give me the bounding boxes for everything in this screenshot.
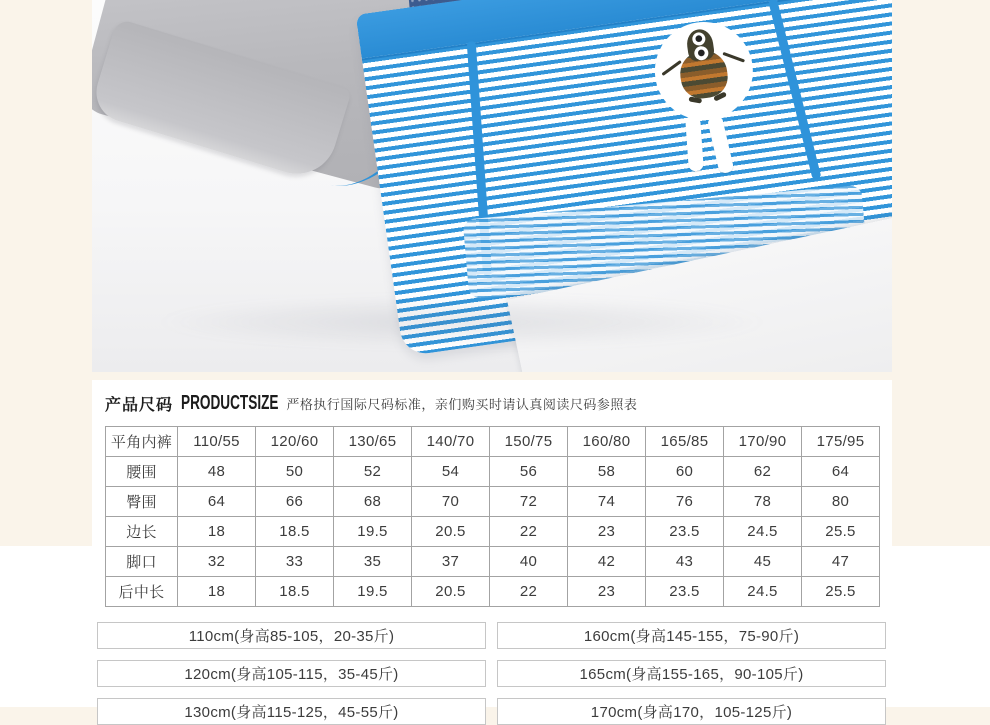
size-value-cell: 43 (646, 547, 724, 577)
table-header-cell: 160/80 (568, 427, 646, 457)
table-header-cell: 110/55 (178, 427, 256, 457)
size-value-cell: 42 (568, 547, 646, 577)
table-header-cell: 120/60 (256, 427, 334, 457)
size-value-cell: 23 (568, 517, 646, 547)
size-value-cell: 22 (490, 577, 568, 607)
size-value-cell: 20.5 (412, 517, 490, 547)
section-title-cn: 产品尺码 (105, 396, 174, 414)
size-recommendation-bar: 110cm(身高85-105，20-35斤) (97, 622, 486, 649)
size-value-cell: 62 (724, 457, 802, 487)
size-value-cell: 32 (178, 547, 256, 577)
size-value-cell: 18.5 (256, 577, 334, 607)
row-label-cell: 边长 (106, 517, 178, 547)
size-value-cell: 23 (568, 577, 646, 607)
row-label-cell: 臀围 (106, 487, 178, 517)
size-recommendation-list (92, 380, 892, 721)
size-value-cell: 72 (490, 487, 568, 517)
size-value-cell: 20.5 (412, 577, 490, 607)
size-value-cell: 18.5 (256, 517, 334, 547)
size-value-cell: 68 (334, 487, 412, 517)
size-value-cell: 78 (724, 487, 802, 517)
size-value-cell: 24.5 (724, 577, 802, 607)
size-value-cell: 25.5 (802, 517, 880, 547)
size-recommendation-bar: 130cm(身高115-125，45-55斤) (97, 698, 486, 725)
size-value-cell: 54 (412, 457, 490, 487)
size-value-cell: 18 (178, 517, 256, 547)
size-value-cell: 22 (490, 517, 568, 547)
size-value-cell: 19.5 (334, 517, 412, 547)
row-label-cell: 后中长 (106, 577, 178, 607)
size-value-cell: 74 (568, 487, 646, 517)
size-value-cell: 58 (568, 457, 646, 487)
size-value-cell: 50 (256, 457, 334, 487)
monster-foot-left (688, 96, 702, 103)
table-header-cell: 165/85 (646, 427, 724, 457)
size-value-cell: 24.5 (724, 517, 802, 547)
table-corner-cell: 平角内裤 (106, 427, 178, 457)
size-value-cell: 45 (724, 547, 802, 577)
size-value-cell: 25.5 (802, 577, 880, 607)
size-value-cell: 64 (178, 487, 256, 517)
size-recommendation-bar: 170cm(身高170，105-125斤) (497, 698, 886, 725)
size-value-cell: 47 (802, 547, 880, 577)
size-value-cell: 23.5 (646, 517, 724, 547)
row-label-cell: 脚口 (106, 547, 178, 577)
section-title-en: PRODUCTSIZE (181, 391, 279, 414)
table-header-cell: 150/75 (490, 427, 568, 457)
size-value-cell: 19.5 (334, 577, 412, 607)
size-value-cell: 37 (412, 547, 490, 577)
size-value-cell: 64 (802, 457, 880, 487)
size-info-card (92, 380, 892, 721)
size-value-cell: 35 (334, 547, 412, 577)
size-value-cell: 56 (490, 457, 568, 487)
size-value-cell: 80 (802, 487, 880, 517)
table-header-cell: 170/90 (724, 427, 802, 457)
size-value-cell: 70 (412, 487, 490, 517)
table-header-cell: 140/70 (412, 427, 490, 457)
size-value-cell: 48 (178, 457, 256, 487)
size-recommendation-bar: 165cm(身高155-165，90-105斤) (497, 660, 886, 687)
size-value-cell: 18 (178, 577, 256, 607)
size-recommendation-bar: 120cm(身高105-115，35-45斤) (97, 660, 486, 687)
table-header-cell: 130/65 (334, 427, 412, 457)
size-value-cell: 76 (646, 487, 724, 517)
size-value-cell: 33 (256, 547, 334, 577)
row-label-cell: 腰围 (106, 457, 178, 487)
size-value-cell: 60 (646, 457, 724, 487)
table-header-cell: 175/95 (802, 427, 880, 457)
size-value-cell: 52 (334, 457, 412, 487)
size-recommendation-bar: 160cm(身高145-155，75-90斤) (497, 622, 886, 649)
product-shadow (152, 296, 772, 348)
product-photo (92, 0, 892, 372)
monster-arm-left (661, 60, 681, 76)
size-value-cell: 23.5 (646, 577, 724, 607)
size-value-cell: 66 (256, 487, 334, 517)
section-subtitle: 严格执行国际尺码标准，亲们购买时请认真阅读尺码参照表 (286, 396, 638, 412)
monster-arm-right (722, 52, 745, 63)
size-value-cell: 40 (490, 547, 568, 577)
